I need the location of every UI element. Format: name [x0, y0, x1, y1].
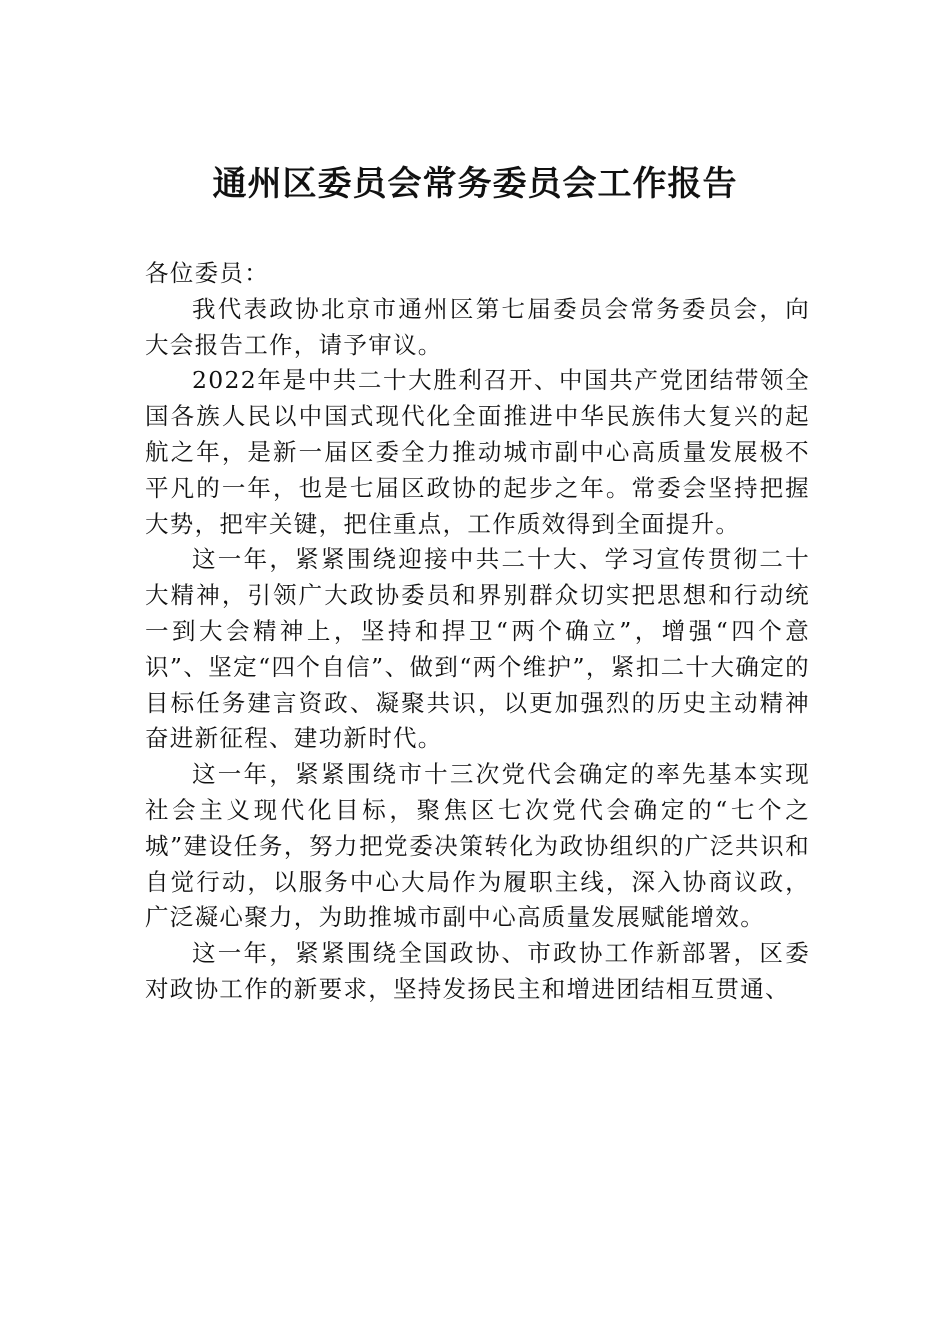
paragraph-party-congress-goals: 这一年，紧紧围绕市十三次党代会确定的率先基本实现社会主义现代化目标，聚焦区七次党代会确定的“七个之城”建设任务，努力把党委决策转化为政协组织的广泛共识和自觉行动，以服务中心大局作为履职主线，深入协商议政，广泛凝心聚力，为助推城市副中心高质量发展赋能增效。: [145, 760, 810, 932]
salutation: 各位委员：: [145, 259, 269, 287]
paragraph-cppcc-deployment: 这一年，紧紧围绕全国政协、市政协工作新部署，区委对政协工作的新要求，坚持发扬民主和增进团结相互贯通、: [145, 939, 810, 1003]
document-body: [145, 256, 810, 1008]
document-title: 通州区委员会常务委员会工作报告: [212, 164, 738, 204]
paragraph-twentieth-congress: 这一年，紧紧围绕迎接中共二十大、学习宣传贯彻二十大精神，引领广大政协委员和界别群众切实把思想和行动统一到大会精神上，坚持和捍卫“两个确立”，增强“四个意识”、坚定“四个自信”、做到“两个维护”，紧扣二十大确定的目标任务建言资政、凝聚共识，以更加强烈的历史主动精神奋进新征程、建功新时代。: [145, 545, 810, 753]
paragraph-intro: 我代表政协北京市通州区第七届委员会常务委员会，向大会报告工作，请予审议。: [145, 294, 810, 359]
paragraph-2022-overview: 2022年是中共二十大胜利召开、中国共产党团结带领全国各族人民以中国式现代化全面推进中华民族伟大复兴的起航之年，是新一届区委全力推动城市副中心高质量发展极不平凡的一年，也是七届区政协的起步之年。常委会坚持把握大势，把牢关键，把住重点，工作质效得到全面提升。: [145, 366, 810, 538]
